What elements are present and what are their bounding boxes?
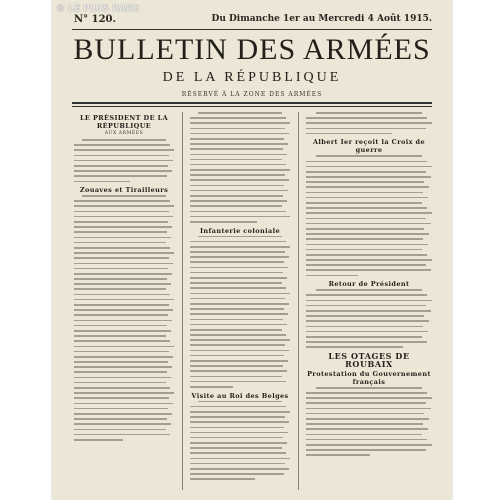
column-separator [298,112,299,490]
text-line [190,421,289,423]
text-line [74,273,172,275]
text-line [190,344,285,346]
text-line [190,216,290,218]
text-line [190,339,290,341]
text-line [306,218,426,220]
text-line [190,293,290,295]
text-line [190,148,283,150]
body-text [190,401,290,480]
text-line [190,185,284,187]
text-line [306,346,403,348]
text-line [306,128,426,130]
text-line [74,237,171,239]
column-2 [190,112,290,492]
text-line [74,181,130,183]
text-line [306,192,423,194]
text-line [74,320,172,322]
masthead-tagline: RÉSERVÉ À LA ZONE DES ARMÉES [181,91,323,98]
text-line [306,233,429,235]
text-line [74,226,172,228]
body-text [306,387,432,456]
masthead-title: BULLETIN DES ARMÉES [73,33,431,66]
text-line [306,181,424,183]
text-line [74,366,172,368]
text-line [190,211,286,213]
body-text [306,112,432,134]
article-heading: LE PRÉSIDENT DE LA RÉPUBLIQUE [79,114,169,130]
text-line [74,387,170,389]
text-line [74,361,168,363]
dateline: Du Dimanche 1er au Mercredi 4 Août 1915. [211,14,432,24]
text-line [190,447,282,449]
text-line [190,406,286,408]
text-line [306,392,427,394]
text-line [190,261,284,263]
text-line [190,190,288,192]
text-line [306,117,427,119]
article-heading: LES OTAGES DE ROUBAIX [328,350,410,369]
text-line [74,392,174,394]
body-text [190,236,290,388]
text-line [190,376,282,378]
text-line [306,186,429,188]
text-line [306,249,422,251]
text-line [190,169,290,171]
text-line [190,334,286,336]
masthead-rule-thin [72,106,432,107]
text-line [190,267,288,269]
text-line [74,439,123,441]
text-line [74,325,167,327]
text-line [306,418,429,420]
text-line [306,294,427,296]
text-line [306,310,431,312]
text-line [74,200,170,202]
text-line [190,463,285,465]
text-line [190,179,289,181]
body-text [74,139,174,182]
text-line [190,452,286,454]
masthead-subtitle: DE LA RÉPUBLIQUE [162,70,342,85]
text-line [74,340,170,342]
text-line [74,346,174,348]
text-line [306,212,432,214]
text-line [306,428,428,430]
text-line [190,195,283,197]
text-line [306,397,432,399]
text-line [74,283,171,285]
text-line [74,397,169,399]
text-line [198,236,282,238]
text-line [74,252,174,254]
text-line [306,166,432,168]
text-line [306,336,422,338]
text-line [306,305,426,307]
text-line [74,434,170,436]
text-line [82,195,166,197]
column-1 [74,112,174,492]
text-line [74,413,172,415]
text-line [74,257,169,259]
text-line [74,356,173,358]
text-line [74,423,171,425]
text-line [190,272,283,274]
text-line [190,308,284,310]
article-heading: Zouaves et Tirailleurs [79,186,169,195]
text-line [306,449,426,451]
text-line [316,387,422,389]
text-line [190,303,289,305]
text-line [74,144,170,146]
text-line [74,268,168,270]
article-heading: Visite au Roi des Belges [191,391,289,400]
text-line [306,269,431,271]
top-rule [72,29,432,30]
text-line [190,468,289,470]
text-line [190,117,286,119]
text-line [74,418,167,420]
text-line [198,401,282,403]
text-line [190,246,290,248]
text-line [74,288,166,290]
text-line [190,174,285,176]
text-line [74,278,167,280]
text-line [306,331,428,333]
masthead-rule [72,102,432,104]
article-subheading: Protestation du Gouvernement français [307,369,431,386]
text-line [306,176,431,178]
text-line [190,154,287,156]
body-text [306,155,432,276]
text-line [306,133,392,135]
text-line [190,287,286,289]
text-line [190,200,287,202]
text-line [190,381,286,383]
text-line [190,427,284,429]
text-line [190,298,285,300]
text-line [306,238,423,240]
text-line [74,377,171,379]
text-line [190,277,287,279]
text-line [316,289,422,291]
text-line [190,432,288,434]
text-line [190,355,284,357]
text-line [306,254,427,256]
body-text [306,289,432,348]
text-line [190,473,284,475]
column-3 [306,112,432,492]
text-line [306,300,432,302]
text-line [306,207,427,209]
text-line [82,139,166,141]
text-line [190,478,255,480]
text-line [74,211,169,213]
article-heading: Infanterie coloniale [199,226,281,235]
text-line [190,164,286,166]
text-line [74,149,174,151]
text-line [306,259,432,261]
text-line [190,143,288,145]
text-line [190,319,283,321]
text-line [306,223,431,225]
text-line [190,442,287,444]
issue-number: N° 120. [74,14,116,25]
text-line [74,335,166,337]
text-line [74,294,170,296]
text-line [74,165,168,167]
text-line [190,360,288,362]
text-line [190,128,285,130]
text-line [74,408,168,410]
text-line [306,161,427,163]
text-line [74,160,173,162]
text-line [190,411,290,413]
text-line [306,315,424,317]
body-text [190,112,290,223]
body-text [74,195,174,440]
text-line [190,370,287,372]
text-line [74,351,169,353]
text-line [306,444,432,446]
text-line [190,416,285,418]
text-line [306,439,427,441]
text-line [190,313,288,315]
text-line [190,282,282,284]
text-line [190,251,285,253]
text-line [306,275,358,277]
text-line [306,454,370,456]
article-subheading: AUX ARMÉES [104,131,144,136]
text-line [74,205,174,207]
text-line [74,170,172,172]
text-line [74,371,167,373]
text-line [74,429,166,431]
text-line [74,314,168,316]
text-line [316,112,422,114]
text-line [198,112,282,114]
text-line [74,299,174,301]
text-line [190,256,289,258]
text-line [306,244,428,246]
watermark: © LE PLUS RARE [56,4,140,14]
text-line [74,175,167,177]
text-line [190,437,283,439]
text-line [190,329,282,331]
text-line [306,171,426,173]
text-line [306,197,428,199]
text-line [306,320,429,322]
text-line [190,221,257,223]
text-line [74,231,167,233]
text-line [190,205,282,207]
text-line [190,138,284,140]
text-line [316,155,422,157]
text-line [306,408,431,410]
text-line [306,434,422,436]
text-line [74,247,170,249]
text-line [74,263,173,265]
text-line [306,264,426,266]
text-line [306,326,423,328]
column-separator [182,112,183,490]
text-line [190,122,290,124]
text-line [306,423,423,425]
text-line [190,386,233,388]
text-line [74,221,168,223]
text-line [190,159,282,161]
text-line [190,350,289,352]
text-line [190,365,283,367]
text-line [190,241,286,243]
newspaper-page [52,0,452,500]
article-heading: Retour de Président [328,280,410,289]
text-line [74,309,173,311]
text-line [306,341,427,343]
text-line [306,402,426,404]
text-line [190,324,287,326]
text-line [306,202,422,204]
text-line [74,155,169,157]
article-heading: Albert Ier reçoit la Croix de guerre [312,138,426,155]
text-line [74,403,173,405]
text-line [74,242,166,244]
text-line [190,133,289,135]
text-line [306,228,424,230]
text-line [74,216,173,218]
text-line [74,304,169,306]
text-line [74,330,171,332]
text-line [306,413,424,415]
text-line [306,122,432,124]
text-line [74,382,166,384]
text-line [190,458,290,460]
